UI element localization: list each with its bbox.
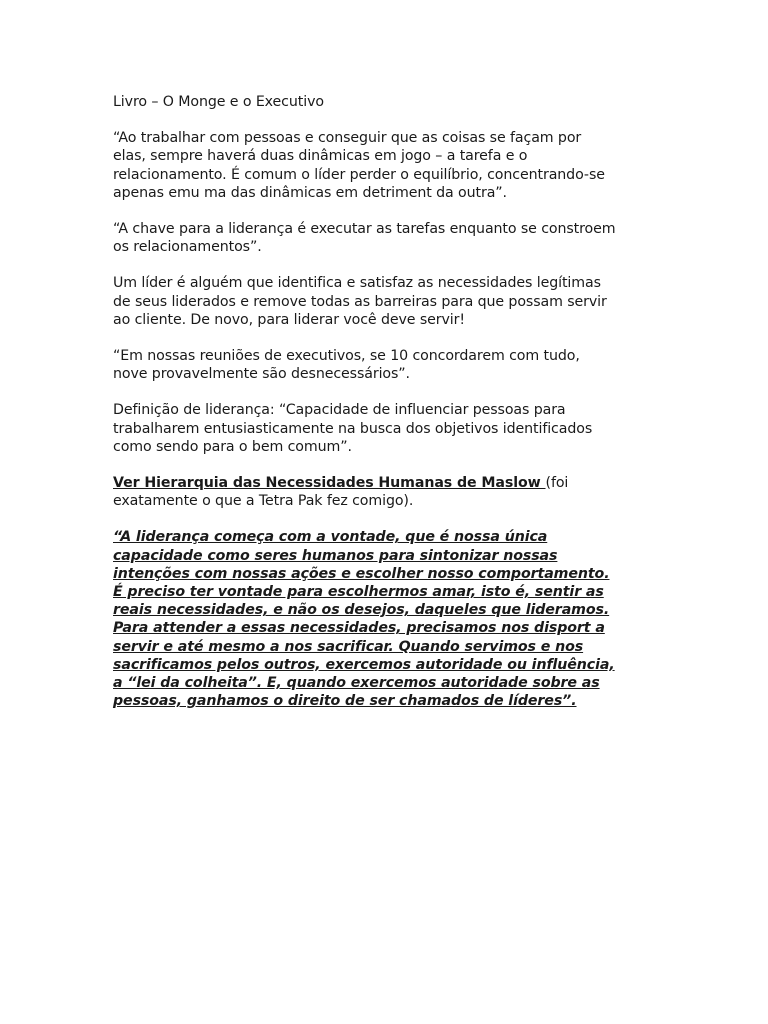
paragraph-leadership-definition: Definição de liderança: “Capacidade de influenciar pessoas para trabalharem entusiasticamente na busca dos objetivos identificados como sendo para o bem comum”. bbox=[113, 402, 593, 455]
paragraph-quote-dynamics: “Ao trabalhar com pessoas e conseguir que as coisas se façam por elas, sempre haverá duas dinâmicas em jogo – a tarefa e o relacionamento. É comum o líder perder o equilíbrio, concentrando-se apenas emu ma das dinâmicas em detriment da outra”. bbox=[113, 130, 605, 201]
paragraph-leader-definition: Um líder é alguém que identifica e satisfaz as necessidades legítimas de seus liderados e remove todas as barreiras para que possam servir ao cliente. De novo, para liderar você deve servir! bbox=[113, 275, 607, 328]
paragraph-quote-key: “A chave para a liderança é executar as tarefas enquanto se constroem os relacionamentos”. bbox=[113, 221, 616, 256]
final-quote: “A liderança começa com a vontade, que é nossa única capacidade como seres humanos para sintonizar nossas intenções com nossas ações e escolher nosso comportamento. É preciso ter vontade para escolhermos amar, isto é, sentir as reais necessidades, e não os desejos, daqueles que lideramos. Para attender a essas necessidades, precisamos nos disport a servir e até mesmo a nos sacrificar. Quando servimos e nos sacrificamos pelos outros, exercemos autoridade ou influência, a “lei da colheita”. E, quando exercemos autoridade sobre as pessoas, ganhamos o direito de ser chamados de líderes”. bbox=[113, 529, 615, 710]
paragraph-quote-meetings: “Em nossas reuniões de executivos, se 10 concordarem com tudo, nove provavelmente são desnecessários”. bbox=[113, 348, 580, 383]
document-title: Livro – O Monge e o Executivo bbox=[113, 94, 324, 110]
maslow-heading: Ver Hierarquia das Necessidades Humanas de Maslow bbox=[113, 475, 546, 492]
document-page bbox=[113, 93, 661, 710]
paragraph-maslow bbox=[113, 474, 661, 510]
maslow-note: (foi exatamente o que a Tetra Pak fez comigo). bbox=[113, 475, 569, 510]
